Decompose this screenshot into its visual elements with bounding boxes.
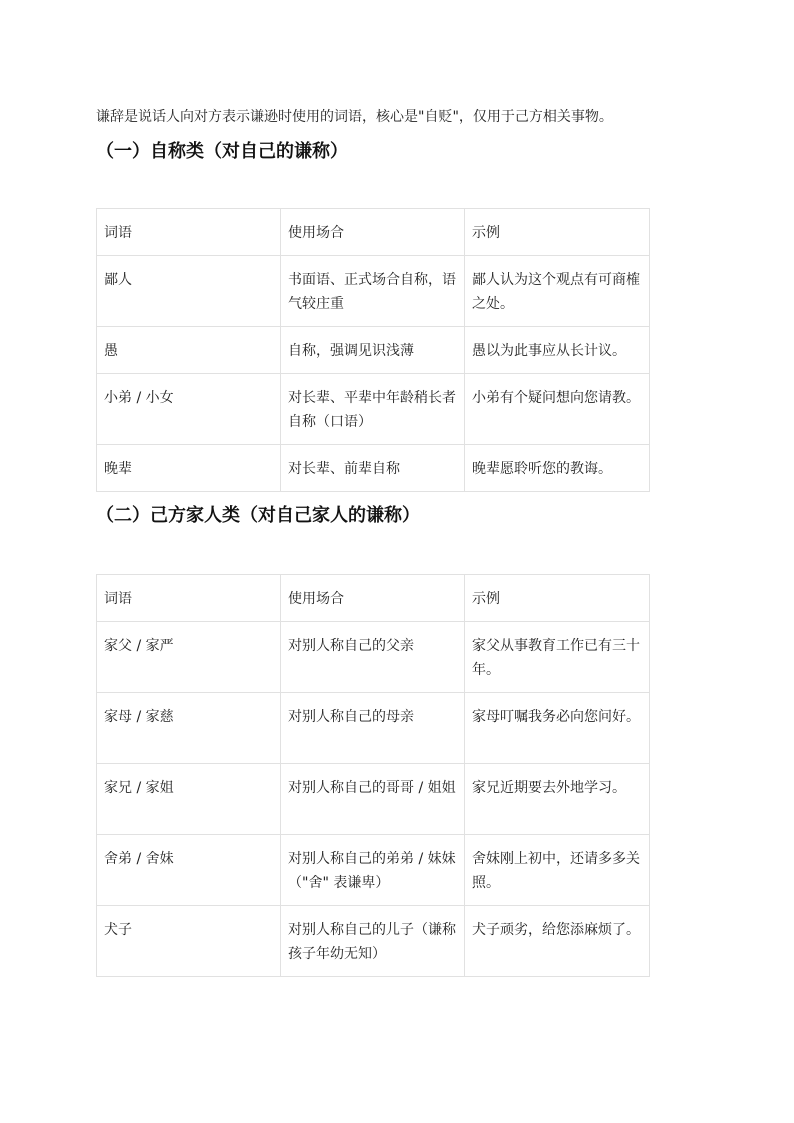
cell-usage: 对别人称自己的儿子（谦称孩子年幼无知） (281, 906, 465, 977)
cell-term: 舍弟 / 舍妹 (97, 835, 281, 906)
cell-example: 鄙人认为这个观点有可商榷之处。 (465, 256, 650, 327)
cell-term: 家父 / 家严 (97, 622, 281, 693)
table-row (97, 764, 650, 835)
cell-usage: 书面语、正式场合自称，语气较庄重 (281, 256, 465, 327)
column-header-example: 示例 (465, 209, 650, 256)
cell-usage: 对别人称自己的父亲 (281, 622, 465, 693)
cell-usage: 对长辈、平辈中年龄稍长者自称（口语） (281, 374, 465, 445)
cell-usage: 自称，强调见识浅薄 (281, 327, 465, 374)
table-row (97, 693, 650, 764)
column-header-term: 词语 (97, 209, 281, 256)
cell-example: 犬子顽劣，给您添麻烦了。 (465, 906, 650, 977)
table-row (97, 906, 650, 977)
cell-term: 家兄 / 家姐 (97, 764, 281, 835)
table-header-row (97, 209, 650, 256)
table-self-reference (96, 208, 650, 492)
intro-paragraph: 谦辞是说话人向对方表示谦逊时使用的词语，核心是"自贬"，仅用于己方相关事物。 (96, 109, 613, 125)
cell-example: 家父从事教育工作已有三十年。 (465, 622, 650, 693)
column-header-term: 词语 (97, 575, 281, 622)
column-header-usage: 使用场合 (281, 209, 465, 256)
table-family-reference (96, 574, 650, 977)
cell-term: 家母 / 家慈 (97, 693, 281, 764)
section-heading-self-reference: （一）自称类（对自己的谦称） (96, 141, 348, 162)
table-row (97, 622, 650, 693)
cell-example: 愚以为此事应从长计议。 (465, 327, 650, 374)
cell-example: 家母叮嘱我务必向您问好。 (465, 693, 650, 764)
column-header-example: 示例 (465, 575, 650, 622)
cell-usage: 对别人称自己的弟弟 / 妹妹（"舍" 表谦卑） (281, 835, 465, 906)
cell-term: 小弟 / 小女 (97, 374, 281, 445)
cell-usage: 对长辈、前辈自称 (281, 445, 465, 492)
table-row (97, 445, 650, 492)
cell-example: 家兄近期要去外地学习。 (465, 764, 650, 835)
cell-example: 舍妹刚上初中，还请多多关照。 (465, 835, 650, 906)
cell-term: 犬子 (97, 906, 281, 977)
table-row (97, 327, 650, 374)
cell-term: 鄙人 (97, 256, 281, 327)
column-header-usage: 使用场合 (281, 575, 465, 622)
table-row (97, 835, 650, 906)
cell-term: 晚辈 (97, 445, 281, 492)
table-header-row (97, 575, 650, 622)
cell-example: 小弟有个疑问想向您请教。 (465, 374, 650, 445)
cell-example: 晚辈愿聆听您的教诲。 (465, 445, 650, 492)
table-row (97, 374, 650, 445)
cell-term: 愚 (97, 327, 281, 374)
cell-usage: 对别人称自己的哥哥 / 姐姐 (281, 764, 465, 835)
section-heading-family-reference: （二）己方家人类（对自己家人的谦称） (96, 505, 420, 526)
table-row (97, 256, 650, 327)
cell-usage: 对别人称自己的母亲 (281, 693, 465, 764)
